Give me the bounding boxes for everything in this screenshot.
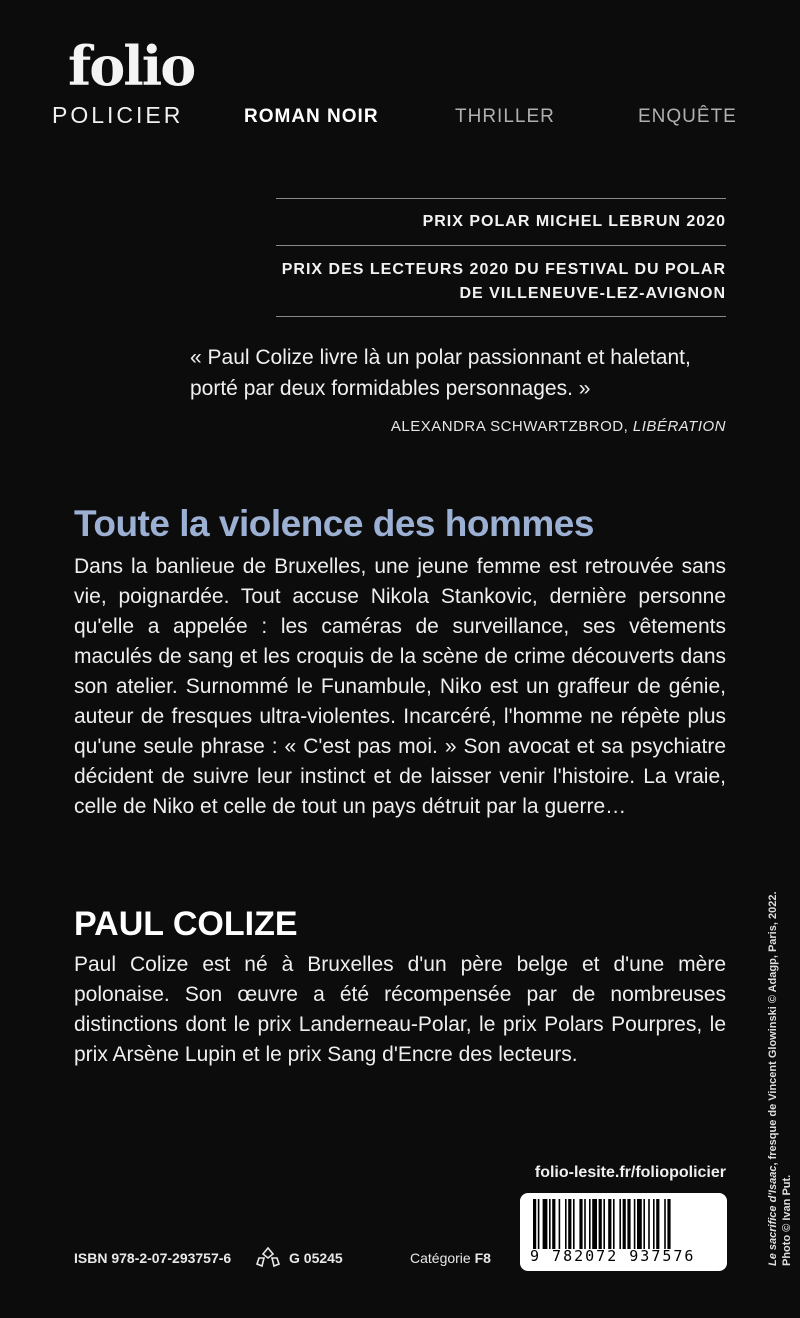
- category: [410, 1250, 491, 1266]
- cover-credit: [766, 892, 794, 1267]
- quote-author: ALEXANDRA SCHWARTZBROD,: [390, 418, 629, 435]
- credit-work: Le sacrifice d'Isaac: [767, 1165, 779, 1266]
- author-name: PAUL COLIZE: [74, 905, 298, 943]
- barcode-bar: [543, 1199, 548, 1249]
- barcode-digits: 9 782072 937576: [530, 1247, 696, 1265]
- barcode-bar: [643, 1199, 645, 1249]
- genre-thriller: THRILLER: [455, 106, 555, 127]
- barcode-bar: [664, 1199, 666, 1249]
- prize-lecteurs-line2: DE VILLENEUVE-LEZ-AVIGNON: [459, 285, 726, 302]
- isbn: ISBN 978-2-07-293757-6: [74, 1250, 232, 1266]
- prize-lecteurs-line1: PRIX DES LECTEURS 2020 DU FESTIVAL DU POLAR: [281, 261, 726, 278]
- barcode-bar: [592, 1199, 597, 1249]
- website-link[interactable]: folio-lesite.fr/foliopolicier: [534, 1164, 726, 1181]
- barcode-bar: [619, 1199, 621, 1249]
- genre-enquete: ENQUÊTE: [638, 106, 737, 127]
- prize-lecteurs: [282, 258, 726, 306]
- credit-rest: , fresque de Vincent Glowinski © Adagp, Paris, 2022.: [767, 891, 779, 1166]
- barcode-bar: [667, 1199, 670, 1249]
- book-summary: Dans la banlieue de Bruxelles, une jeune femme est retrouvée sans vie, poignardée. Tout accuse Nikola Stankovic, dernière personne qu'elle a appelée : les caméras de surveillance, ses vêtements maculés de sang et les croquis de la scène de crime découverts dans son atelier. Surnommé le Funambule, Niko est un graffeur de génie, auteur de fresques ultra-violentes. Incarcéré, l'homme ne répète plus qu'une seule phrase : « C'est pas moi. » Son avocat et sa psychiatre décident de suivre leur instinct et de laisser venir l'histoire. La vraie, celle de Niko et celle de tout un pays détruit par la guerre…: [74, 555, 726, 818]
- barcode-bar: [599, 1199, 602, 1249]
- barcode-bar: [603, 1199, 605, 1249]
- barcode-bar: [653, 1199, 655, 1249]
- quote-attribution: [391, 418, 726, 435]
- barcode-bar: [538, 1199, 540, 1249]
- barcode-bar: [637, 1199, 642, 1249]
- barcode-bar: [648, 1199, 650, 1249]
- barcode-bar: [623, 1199, 626, 1249]
- divider-top: [276, 198, 726, 199]
- barcode-bar: [549, 1199, 551, 1249]
- barcode-bar: [573, 1199, 575, 1249]
- barcode-bar: [613, 1199, 615, 1249]
- barcode-bar: [634, 1199, 636, 1249]
- genre-roman-noir: ROMAN NOIR: [244, 106, 379, 127]
- barcode-bar: [568, 1199, 571, 1249]
- barcode-bar: [627, 1199, 630, 1249]
- barcode-bar: [565, 1199, 567, 1249]
- quote-source: LIBÉRATION: [632, 418, 726, 435]
- barcode-bar: [533, 1199, 536, 1249]
- collection-name: POLICIER: [52, 102, 184, 128]
- internal-code: G 05245: [289, 1250, 343, 1266]
- barcode-bar: [584, 1199, 586, 1249]
- book-title: Toute la violence des hommes: [74, 503, 594, 544]
- category-label: Catégorie: [410, 1250, 471, 1266]
- divider-middle: [276, 245, 726, 246]
- credit-photo: Photo © Ivan Put.: [781, 1174, 793, 1266]
- publisher-emblem-icon: [255, 1246, 281, 1268]
- barcode-bars: [529, 1199, 719, 1249]
- barcode-bar: [608, 1199, 611, 1249]
- folio-logo: folio: [68, 34, 195, 98]
- barcode: [520, 1193, 727, 1271]
- barcode-bar: [559, 1199, 561, 1249]
- barcode-bar: [656, 1199, 659, 1249]
- barcode-bar: [552, 1199, 555, 1249]
- prize-michel-lebrun: PRIX POLAR MICHEL LEBRUN 2020: [422, 213, 726, 230]
- category-value: F8: [474, 1250, 491, 1266]
- barcode-bar: [579, 1199, 582, 1249]
- divider-bottom: [276, 316, 726, 317]
- barcode-bar: [589, 1199, 591, 1249]
- author-bio: Paul Colize est né à Bruxelles d'un père belge et d'une mère polonaise. Son œuvre a été récompensée par de nombreuses distinctions dont le prix Landerneau-Polar, le prix Polars Pourpres, le prix Arsène Lupin et le prix Sang d'Encre des lecteurs.: [74, 953, 726, 1066]
- press-quote: « Paul Colize livre là un polar passionnant et haletant, porté par deux formidables personnages. »: [190, 346, 691, 400]
